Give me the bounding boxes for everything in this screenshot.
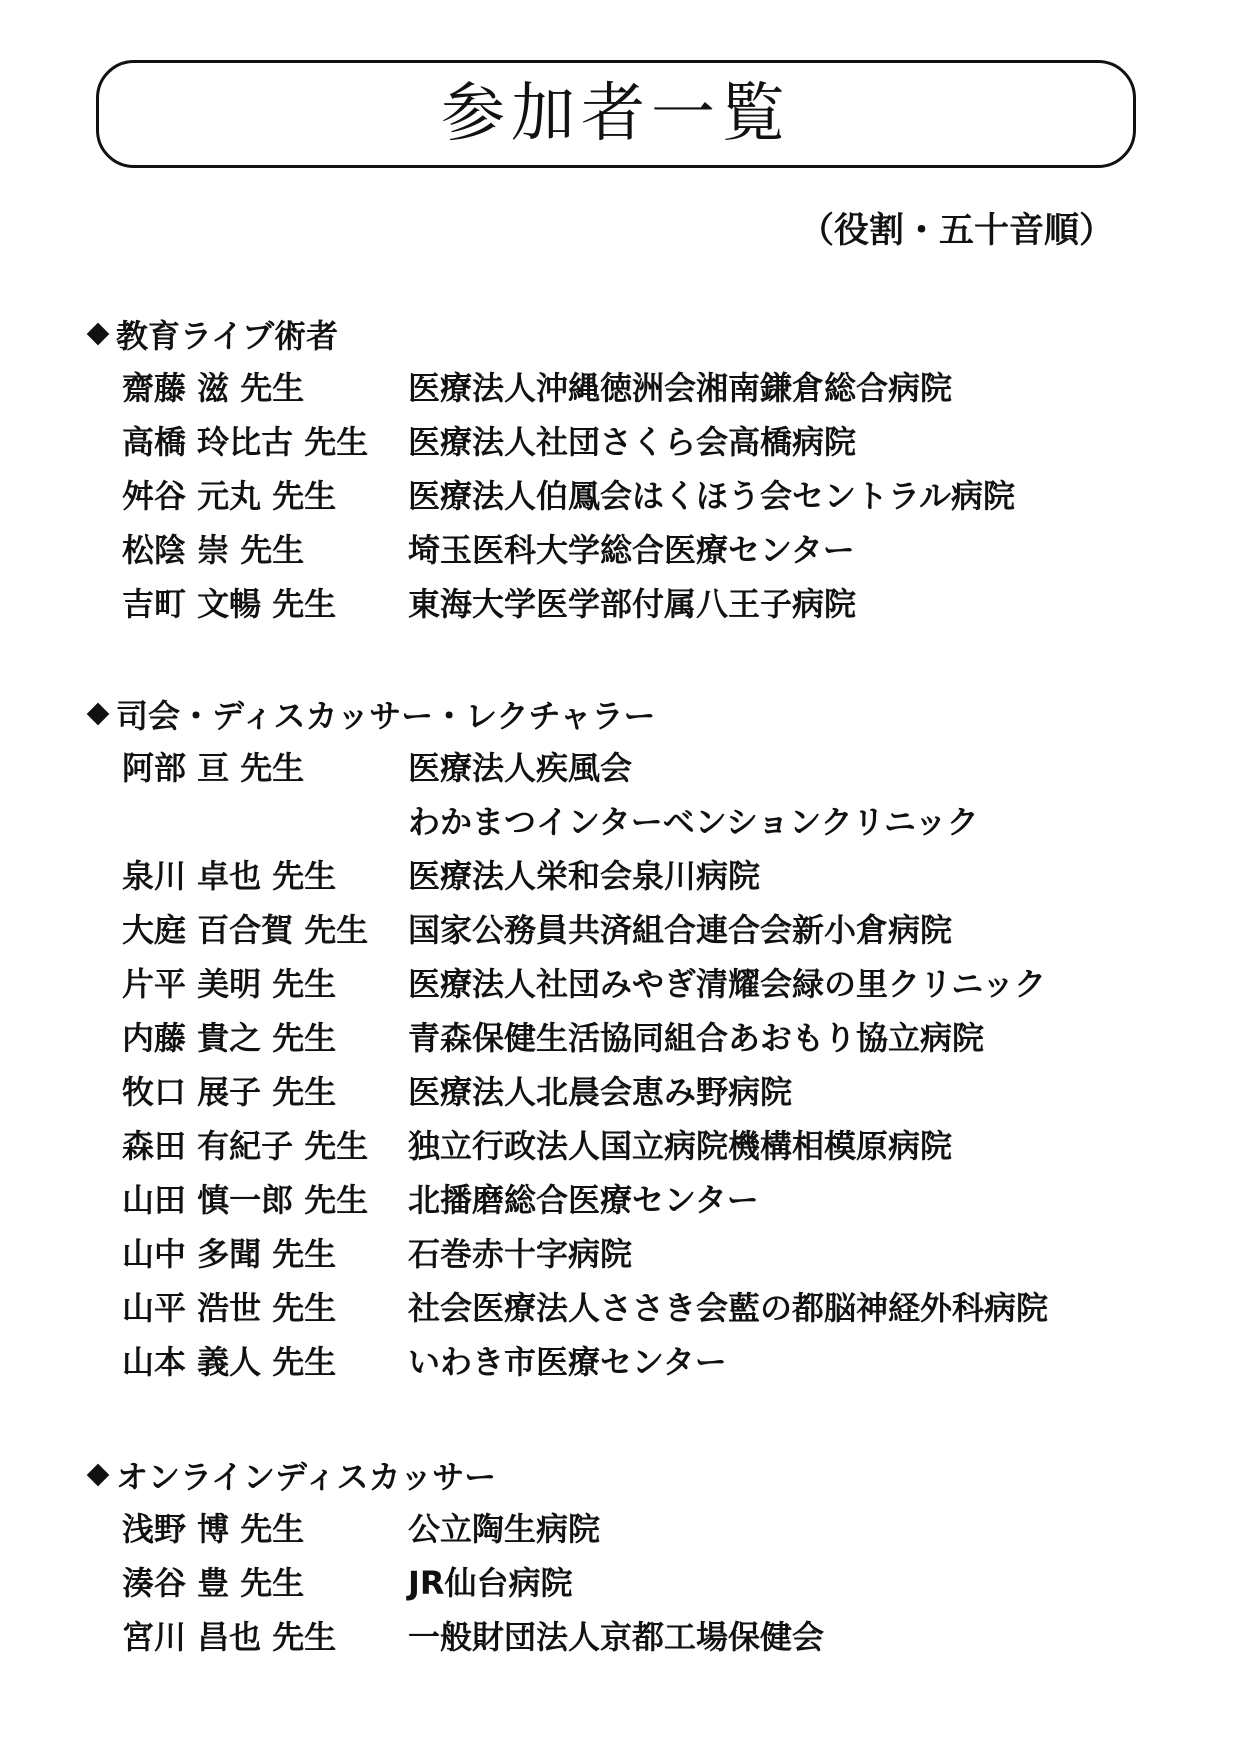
diamond-bullet-icon xyxy=(87,703,110,726)
participant-row xyxy=(86,413,1186,467)
participant-row xyxy=(86,359,1186,413)
participant-name: 松陰 崇 先生 xyxy=(122,531,305,569)
participant-organization: いわき市医療センター xyxy=(408,1343,727,1381)
section-moderators xyxy=(86,689,1186,1387)
participant-name: 片平 美明 先生 xyxy=(122,965,337,1003)
participant-row xyxy=(86,847,1186,901)
participant-organization: 医療法人北晨会恵み野病院 xyxy=(408,1073,793,1111)
section-heading-text: 教育ライブ術者 xyxy=(116,317,339,355)
participant-organization: JR仙台病院 xyxy=(408,1564,573,1602)
participant-organization-continued: わかまつインターベンションクリニック xyxy=(408,803,979,841)
section-heading-text: 司会・ディスカッサー・レクチャラー xyxy=(116,697,656,735)
participant-organization: 石巻赤十字病院 xyxy=(408,1235,633,1273)
participant-name: 阿部 亘 先生 xyxy=(122,749,305,787)
participant-organization: 医療法人沖縄徳洲会湘南鎌倉総合病院 xyxy=(408,369,953,407)
participant-name: 内藤 貴之 先生 xyxy=(122,1019,337,1057)
section-online-discussers xyxy=(86,1450,1186,1662)
participant-row xyxy=(86,1279,1186,1333)
participant-organization: 医療法人伯鳳会はくほう会セントラル病院 xyxy=(408,477,1016,515)
participant-organization: 医療法人社団さくら会高橋病院 xyxy=(408,423,857,461)
participant-name: 山中 多聞 先生 xyxy=(122,1235,337,1273)
participant-row xyxy=(86,955,1186,1009)
participant-row xyxy=(86,1500,1186,1554)
participant-row xyxy=(86,1608,1186,1662)
participant-name: 山田 慎一郎 先生 xyxy=(122,1181,369,1219)
participant-name: 齋藤 滋 先生 xyxy=(122,369,305,407)
section-heading-text: オンラインディスカッサー xyxy=(116,1458,497,1496)
participant-row xyxy=(86,1009,1186,1063)
participant-name: 浅野 博 先生 xyxy=(122,1510,305,1548)
participant-row xyxy=(86,901,1186,955)
participant-row-continuation xyxy=(86,793,1186,847)
participant-row xyxy=(86,1063,1186,1117)
participant-organization: 東海大学医学部付属八王子病院 xyxy=(408,585,857,623)
participant-organization: 国家公務員共済組合連合会新小倉病院 xyxy=(408,911,953,949)
diamond-bullet-icon xyxy=(87,323,110,346)
participant-organization: 埼玉医科大学総合医療センター xyxy=(408,531,855,569)
section-live-operators xyxy=(86,309,1186,629)
participant-name: 舛谷 元丸 先生 xyxy=(122,477,337,515)
diamond-bullet-icon xyxy=(87,1464,110,1487)
participant-name: 牧口 展子 先生 xyxy=(122,1073,337,1111)
participant-row xyxy=(86,1333,1186,1387)
section-heading xyxy=(86,309,1186,359)
participant-name: 湊谷 豊 先生 xyxy=(122,1564,305,1602)
participant-organization: 医療法人栄和会泉川病院 xyxy=(408,857,761,895)
participant-row xyxy=(86,1171,1186,1225)
participant-organization: 一般財団法人京都工場保健会 xyxy=(408,1618,825,1656)
participant-row xyxy=(86,575,1186,629)
participant-organization: 医療法人社団みやぎ清耀会緑の里クリニック xyxy=(408,965,1047,1003)
participant-row xyxy=(86,1554,1186,1608)
section-heading xyxy=(86,689,1186,739)
title-box xyxy=(96,60,1136,168)
participant-name: 高橋 玲比古 先生 xyxy=(122,423,369,461)
participant-row xyxy=(86,1117,1186,1171)
participant-name: 山平 浩世 先生 xyxy=(122,1289,337,1327)
participant-name: 森田 有紀子 先生 xyxy=(122,1127,369,1165)
participant-row xyxy=(86,1225,1186,1279)
participant-name: 泉川 卓也 先生 xyxy=(122,857,337,895)
participant-organization: 北播磨総合医療センター xyxy=(408,1181,759,1219)
participant-name: 山本 義人 先生 xyxy=(122,1343,337,1381)
participant-row xyxy=(86,521,1186,575)
participant-name: 吉町 文暢 先生 xyxy=(122,585,337,623)
participant-name: 宮川 昌也 先生 xyxy=(122,1618,337,1656)
participant-name: 大庭 百合賀 先生 xyxy=(122,911,369,949)
participant-row xyxy=(86,739,1186,793)
participant-organization: 青森保健生活協同組合あおもり協立病院 xyxy=(408,1019,985,1057)
participant-organization: 独立行政法人国立病院機構相模原病院 xyxy=(408,1127,953,1165)
participant-row xyxy=(86,467,1186,521)
page-title: 参加者一覧 xyxy=(441,77,791,151)
participant-organization: 公立陶生病院 xyxy=(408,1510,601,1548)
section-heading xyxy=(86,1450,1186,1500)
participant-organization: 社会医療法人ささき会藍の都脳神経外科病院 xyxy=(408,1289,1049,1327)
order-note: （役割・五十音順） xyxy=(798,211,1114,251)
participant-organization: 医療法人疾風会 xyxy=(408,749,633,787)
